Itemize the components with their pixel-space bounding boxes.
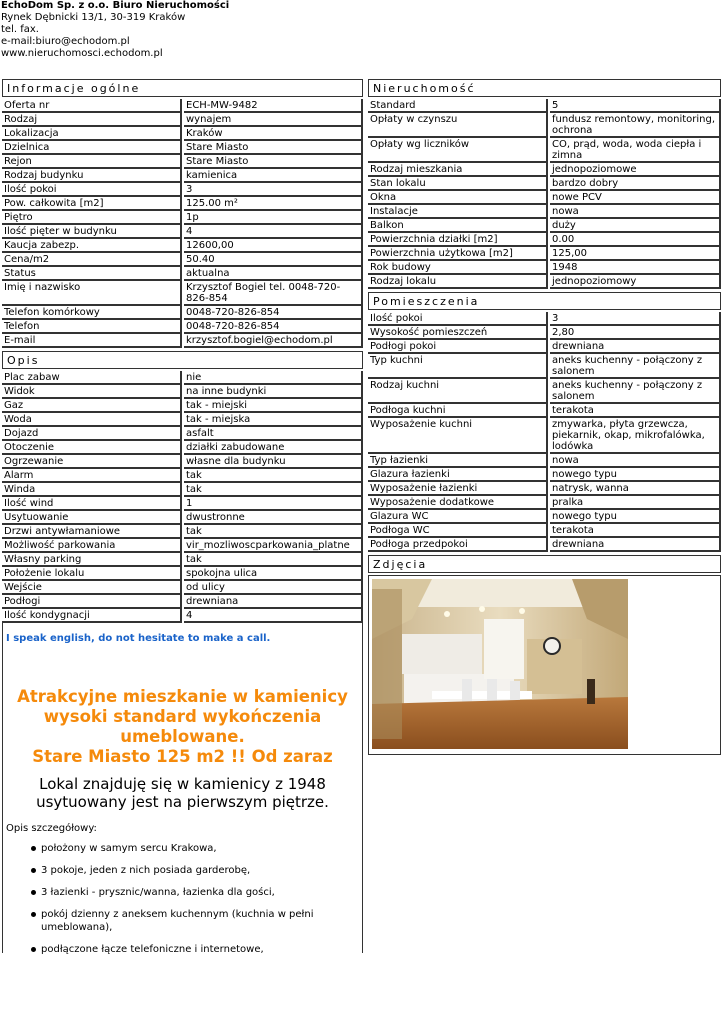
field-value: jednopoziomowe [550, 163, 721, 177]
table-row [2, 334, 363, 348]
field-value: 0048-720-826-854 [184, 320, 363, 334]
field-value: aneks kuchenny - połączony z salonem [550, 354, 721, 379]
promo-line: wysoki standard wykończenia [43, 707, 322, 726]
table-row [368, 113, 721, 138]
field-value: drewniana [550, 340, 721, 354]
lead-line: Lokal znajduję się w kamienicy z 1948 [39, 775, 326, 793]
table-row [2, 441, 363, 455]
list-item: pokój dzienny z aneksem kuchennym (kuchnia w pełni umeblowana), [3, 908, 362, 934]
field-value: fundusz remontowy, monitoring, ochrona [550, 113, 721, 138]
field-label: Status [2, 267, 182, 281]
field-label: Podłogi [2, 595, 182, 609]
lead-line: usytuowany jest na pierwszym piętrze. [36, 793, 329, 811]
details-list [3, 842, 362, 956]
field-label: Ilość pokoi [368, 312, 548, 326]
table-row [2, 197, 363, 211]
field-value: 0048-720-826-854 [184, 306, 363, 320]
field-label: Ilość pokoi [2, 183, 182, 197]
table-row [368, 205, 721, 219]
table-row [368, 312, 721, 326]
field-value: krzysztof.bogiel@echodom.pl [184, 334, 363, 348]
field-value: drewniana [550, 538, 721, 552]
field-value: tak [184, 553, 363, 567]
field-value: 5 [550, 99, 721, 113]
field-label: Drzwi antywłamaniowe [2, 525, 182, 539]
field-label: Woda [2, 413, 182, 427]
field-label: Podłoga WC [368, 524, 548, 538]
table-row [2, 253, 363, 267]
table-row [2, 113, 363, 127]
table-row [2, 385, 363, 399]
field-value: 1 [184, 497, 363, 511]
field-value: własne dla budynku [184, 455, 363, 469]
field-label: Podłoga przedpokoi [368, 538, 548, 552]
field-value: duży [550, 219, 721, 233]
table-row [2, 469, 363, 483]
field-label: Dzielnica [2, 141, 182, 155]
field-value: dwustronne [184, 511, 363, 525]
table-row [368, 404, 721, 418]
field-value: CO, prąd, woda, woda ciepła i zimna [550, 138, 721, 163]
table-row [368, 326, 721, 340]
table-row [2, 211, 363, 225]
field-label: Kaucja zabezp. [2, 239, 182, 253]
table-row [2, 225, 363, 239]
field-label: Ilość kondygnacji [2, 609, 182, 623]
field-label: Widok [2, 385, 182, 399]
field-value: wynajem [184, 113, 363, 127]
field-value: nowa [550, 205, 721, 219]
promo-line: Stare Miasto 125 m2 !! Od zaraz [32, 747, 333, 766]
list-item: 3 łazienki - prysznic/wanna, łazienka dla gości, [3, 886, 362, 899]
table-row [2, 511, 363, 525]
field-label: Winda [2, 483, 182, 497]
table-row [368, 247, 721, 261]
field-value: 12600,00 [184, 239, 363, 253]
field-label: Typ łazienki [368, 454, 548, 468]
apartment-photo-image [372, 579, 628, 749]
table-row [2, 595, 363, 609]
field-value: tak - miejska [184, 413, 363, 427]
field-label: Opłaty w czynszu [368, 113, 548, 138]
table-row [368, 418, 721, 454]
table-row [2, 371, 363, 385]
field-label: Standard [368, 99, 548, 113]
field-value: aktualna [184, 267, 363, 281]
field-value: 4 [184, 609, 363, 623]
field-value: bardzo dobry [550, 177, 721, 191]
field-label: Oferta nr [2, 99, 182, 113]
field-label: Opłaty wg liczników [368, 138, 548, 163]
table-row [2, 399, 363, 413]
field-label: Rodzaj [2, 113, 182, 127]
table-row [2, 455, 363, 469]
field-label: Rodzaj lokalu [368, 275, 548, 289]
table-row [368, 163, 721, 177]
english-note: I speak english, do not hesitate to make a call. [6, 633, 271, 644]
field-label: Powierzchnia użytkowa [m2] [368, 247, 548, 261]
field-value: nowa [550, 454, 721, 468]
table-row [2, 239, 363, 253]
table-row [368, 99, 721, 113]
field-label: Rodzaj mieszkania [368, 163, 548, 177]
field-label: Usytuowanie [2, 511, 182, 525]
photo-gallery [368, 575, 721, 755]
table-row [2, 567, 363, 581]
agency-website: www.nieruchomosci.echodom.pl [1, 48, 163, 59]
field-label: Typ kuchni [368, 354, 548, 379]
field-label: Balkon [368, 219, 548, 233]
field-label: Telefon komórkowy [2, 306, 182, 320]
field-label: Glazura łazienki [368, 468, 548, 482]
field-label: Podłogi pokoi [368, 340, 548, 354]
table-row [2, 169, 363, 183]
table-row [2, 320, 363, 334]
details-heading: Opis szczegółowy: [6, 823, 97, 834]
table-row [2, 413, 363, 427]
table-row [2, 155, 363, 169]
field-value: vir_mozliwoscparkowania_platne [184, 539, 363, 553]
field-label: Ilość pięter w budynku [2, 225, 182, 239]
field-value: tak [184, 525, 363, 539]
table-row [368, 496, 721, 510]
description-lead [3, 775, 362, 811]
field-label: Instalacje [368, 205, 548, 219]
field-value: 2,80 [550, 326, 721, 340]
table-row [2, 267, 363, 281]
promo-line: Atrakcyjne mieszkanie w kamienicy [17, 687, 348, 706]
field-label: Położenie lokalu [2, 567, 182, 581]
field-label: Możliwość parkowania [2, 539, 182, 553]
agency-phone: tel. fax. [1, 24, 39, 35]
general-table [2, 99, 363, 348]
field-label: Ogrzewanie [2, 455, 182, 469]
field-value: natrysk, wanna [550, 482, 721, 496]
field-label: Wysokość pomieszczeń [368, 326, 548, 340]
field-value: Krzysztof Bogiel tel. 0048-720-826-854 [184, 281, 363, 306]
field-label: Telefon [2, 320, 182, 334]
field-value: 3 [184, 183, 363, 197]
field-value: 125.00 m² [184, 197, 363, 211]
field-label: Lokalizacja [2, 127, 182, 141]
field-value: 1948 [550, 261, 721, 275]
field-label: Podłoga kuchni [368, 404, 548, 418]
field-label: Dojazd [2, 427, 182, 441]
table-row [368, 219, 721, 233]
field-value: Stare Miasto [184, 155, 363, 169]
table-row [368, 538, 721, 552]
table-row [368, 191, 721, 205]
table-row [368, 233, 721, 247]
field-label: Ilość wind [2, 497, 182, 511]
table-row [2, 581, 363, 595]
table-row [368, 275, 721, 289]
field-value: zmywarka, płyta grzewcza, piekarnik, okap, mikrofalówka, lodówka [550, 418, 721, 454]
field-label: Powierzchnia działki [m2] [368, 233, 548, 247]
field-value: aneks kuchenny - połączony z salonem [550, 379, 721, 404]
table-row [368, 510, 721, 524]
field-label: Rodzaj budynku [2, 169, 182, 183]
field-label: E-mail [2, 334, 182, 348]
field-value: jednopoziomowy [550, 275, 721, 289]
field-label: Rok budowy [368, 261, 548, 275]
section-opis-title: Opis [2, 351, 363, 369]
field-value: tak - miejski [184, 399, 363, 413]
field-value: pralka [550, 496, 721, 510]
field-label: Rodzaj kuchni [368, 379, 548, 404]
field-label: Wejście [2, 581, 182, 595]
field-value: tak [184, 469, 363, 483]
left-column [2, 79, 363, 953]
field-value: nowe PCV [550, 191, 721, 205]
table-row [368, 482, 721, 496]
section-general-title: Informacje ogólne [2, 79, 363, 97]
field-label: Własny parking [2, 553, 182, 567]
list-item: położony w samym sercu Krakowa, [3, 842, 362, 855]
field-value: Kraków [184, 127, 363, 141]
table-row [368, 138, 721, 163]
opis-table [2, 371, 363, 623]
field-label: Pow. całkowita [m2] [2, 197, 182, 211]
field-value: asfalt [184, 427, 363, 441]
field-value: 125,00 [550, 247, 721, 261]
right-column [368, 79, 721, 755]
table-row [2, 127, 363, 141]
apartment-photo[interactable] [372, 579, 628, 749]
field-value: 0.00 [550, 233, 721, 247]
table-row [2, 306, 363, 320]
field-label: Piętro [2, 211, 182, 225]
field-value: terakota [550, 404, 721, 418]
field-value: nie [184, 371, 363, 385]
field-label: Alarm [2, 469, 182, 483]
field-label: Wyposażenie kuchni [368, 418, 548, 454]
field-value: terakota [550, 524, 721, 538]
table-row [2, 183, 363, 197]
field-value: 4 [184, 225, 363, 239]
table-row [2, 427, 363, 441]
section-rooms-title: Pomieszczenia [368, 292, 721, 310]
property-table [368, 99, 721, 289]
field-label: Rejon [2, 155, 182, 169]
agency-email: e-mail:biuro@echodom.pl [1, 36, 130, 47]
field-label: Otoczenie [2, 441, 182, 455]
table-row [2, 609, 363, 623]
list-item: 3 pokoje, jeden z nich posiada garderobę, [3, 864, 362, 877]
field-label: Stan lokalu [368, 177, 548, 191]
table-row [2, 99, 363, 113]
field-value: 1p [184, 211, 363, 225]
field-value: nowego typu [550, 510, 721, 524]
field-value: tak [184, 483, 363, 497]
table-row [2, 553, 363, 567]
table-row [2, 525, 363, 539]
field-value: nowego typu [550, 468, 721, 482]
table-row [368, 261, 721, 275]
promo-line: umeblowane. [120, 727, 245, 746]
table-row [368, 468, 721, 482]
section-photos-title: Zdjęcia [368, 555, 721, 573]
rooms-table [368, 312, 721, 552]
table-row [2, 483, 363, 497]
field-label: Cena/m2 [2, 253, 182, 267]
field-value: działki zabudowane [184, 441, 363, 455]
promo-headline [3, 687, 362, 767]
description-box [2, 623, 363, 953]
agency-address: Rynek Dębnicki 13/1, 30-319 Kraków [1, 12, 186, 23]
agency-name: EchoDom Sp. z o.o. Biuro Nieruchomości [1, 0, 230, 11]
field-value: Stare Miasto [184, 141, 363, 155]
table-row [2, 539, 363, 553]
table-row [368, 340, 721, 354]
table-row [2, 281, 363, 306]
table-row [368, 354, 721, 379]
field-label: Gaz [2, 399, 182, 413]
field-label: Wyposażenie dodatkowe [368, 496, 548, 510]
table-row [368, 177, 721, 191]
table-row [368, 454, 721, 468]
field-value: 3 [550, 312, 721, 326]
list-item: podłączone łącze telefoniczne i internetowe, [3, 943, 362, 956]
field-value: spokojna ulica [184, 567, 363, 581]
field-label: Wyposażenie łazienki [368, 482, 548, 496]
field-label: Glazura WC [368, 510, 548, 524]
table-row [368, 524, 721, 538]
section-property-title: Nieruchomość [368, 79, 721, 97]
field-value: ECH-MW-9482 [184, 99, 363, 113]
field-label: Plac zabaw [2, 371, 182, 385]
field-value: drewniana [184, 595, 363, 609]
agency-header [1, 0, 229, 60]
table-row [2, 497, 363, 511]
field-label: Okna [368, 191, 548, 205]
field-value: 50.40 [184, 253, 363, 267]
table-row [2, 141, 363, 155]
field-value: od ulicy [184, 581, 363, 595]
field-label: Imię i nazwisko [2, 281, 182, 306]
field-value: kamienica [184, 169, 363, 183]
table-row [368, 379, 721, 404]
field-value: na inne budynki [184, 385, 363, 399]
